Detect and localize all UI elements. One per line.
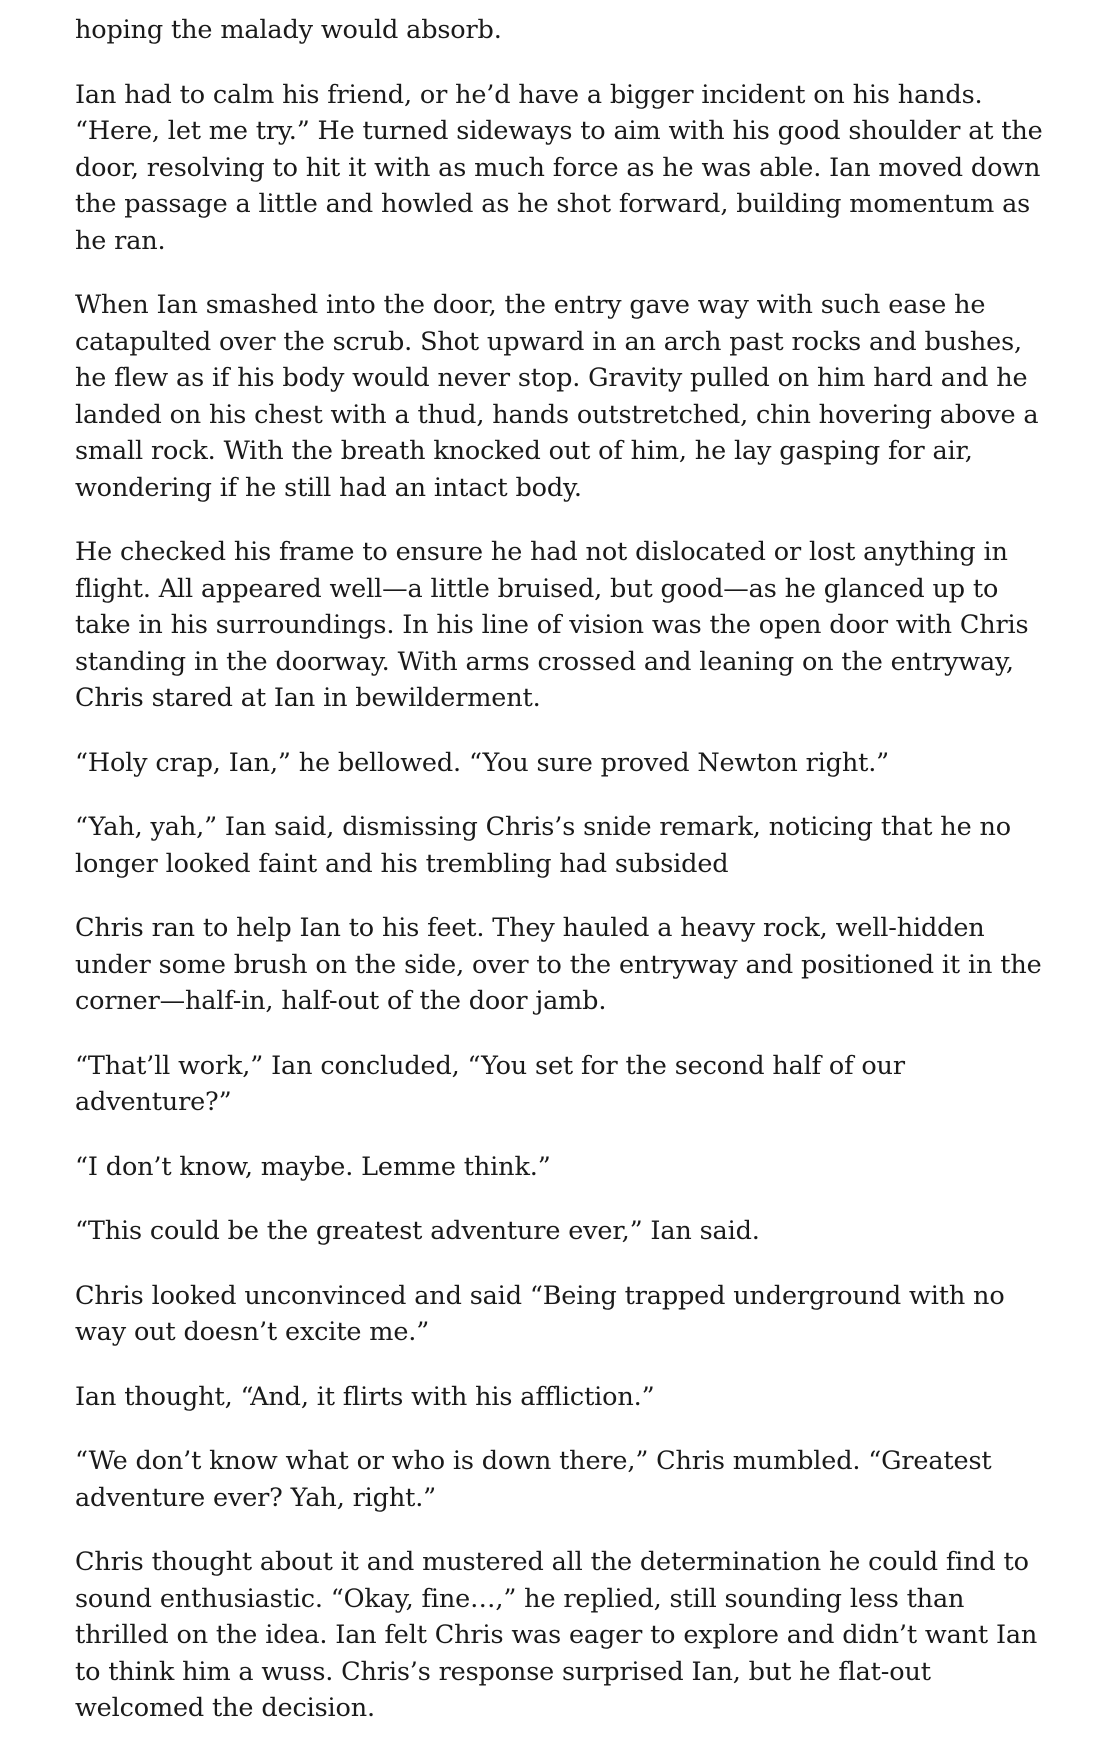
paragraph-7: Chris ran to help Ian to his feet. They hauled a heavy rock, well-hidden under some brush on the side, over to the entryway and positioned it in the corner—half-in, half-out of the door jamb.: [75, 913, 1042, 1016]
paragraph-13: “We don’t know what or who is down there,” Chris mumbled. “Greatest adventure ever? Yah, right.”: [75, 1446, 992, 1513]
paragraph-9: “I don’t know, maybe. Lemme think.”: [75, 1151, 551, 1182]
body-text: [75, 12, 1050, 1755]
paragraph-2: Ian had to calm his friend, or he’d have a bigger incident on his hands. “Here, let me try.” He turned sideways to aim with his good shoulder at the door, resolving to hit it with as much force as he was able. Ian moved down the passage a little and howled as he shot forward, building momentum as he ran.: [75, 79, 1043, 256]
paragraph-11: Chris looked unconvinced and said “Being trapped underground with no way out doesn’t excite me.”: [75, 1280, 1005, 1347]
paragraph-8: “That’ll work,” Ian concluded, “You set for the second half of our adventure?”: [75, 1050, 905, 1117]
paragraph-14: Chris thought about it and mustered all the determination he could find to sound enthusiastic. “Okay, fine…,” he replied, still sounding less than thrilled on the idea. Ian felt Chris was eager to explore and didn’t want Ian to think him a wuss. Chris’s response surprised Ian, but he flat-out welcomed the decision.: [75, 1547, 1038, 1723]
paragraph-5: “Holy crap, Ian,” he bellowed. “You sure proved Newton right.”: [75, 747, 890, 778]
paragraph-4: He checked his frame to ensure he had not dislocated or lost anything in flight. All appeared well—a little bruised, but good—as he glanced up to take in his surroundings. In his line of vision was the open door with Chris standing in the doorway. With arms crossed and leaning on the entryway, Chris stared at Ian in bewilderment.: [75, 537, 1029, 713]
paragraph-3: When Ian smashed into the door, the entry gave way with such ease he catapulted over the scrub. Shot upward in an arch past rocks and bushes, he flew as if his body would never stop. Gravity pulled on him hard and he landed on his chest with a thud, hands outstretched, chin hovering above a small rock. With the breath knocked out of him, he lay gasping for air, wondering if he still had an intact body.: [75, 290, 1039, 503]
paragraph-10: “This could be the greatest adventure ever,” Ian said.: [75, 1216, 760, 1246]
paragraph-12: Ian thought, “And, it flirts with his affliction.”: [75, 1381, 655, 1412]
paragraph-6: “Yah, yah,” Ian said, dismissing Chris’s snide remark, noticing that he no longer looked faint and his trembling had subsided: [75, 812, 1011, 879]
paragraph-1: hoping the malady would absorb.: [75, 15, 502, 45]
